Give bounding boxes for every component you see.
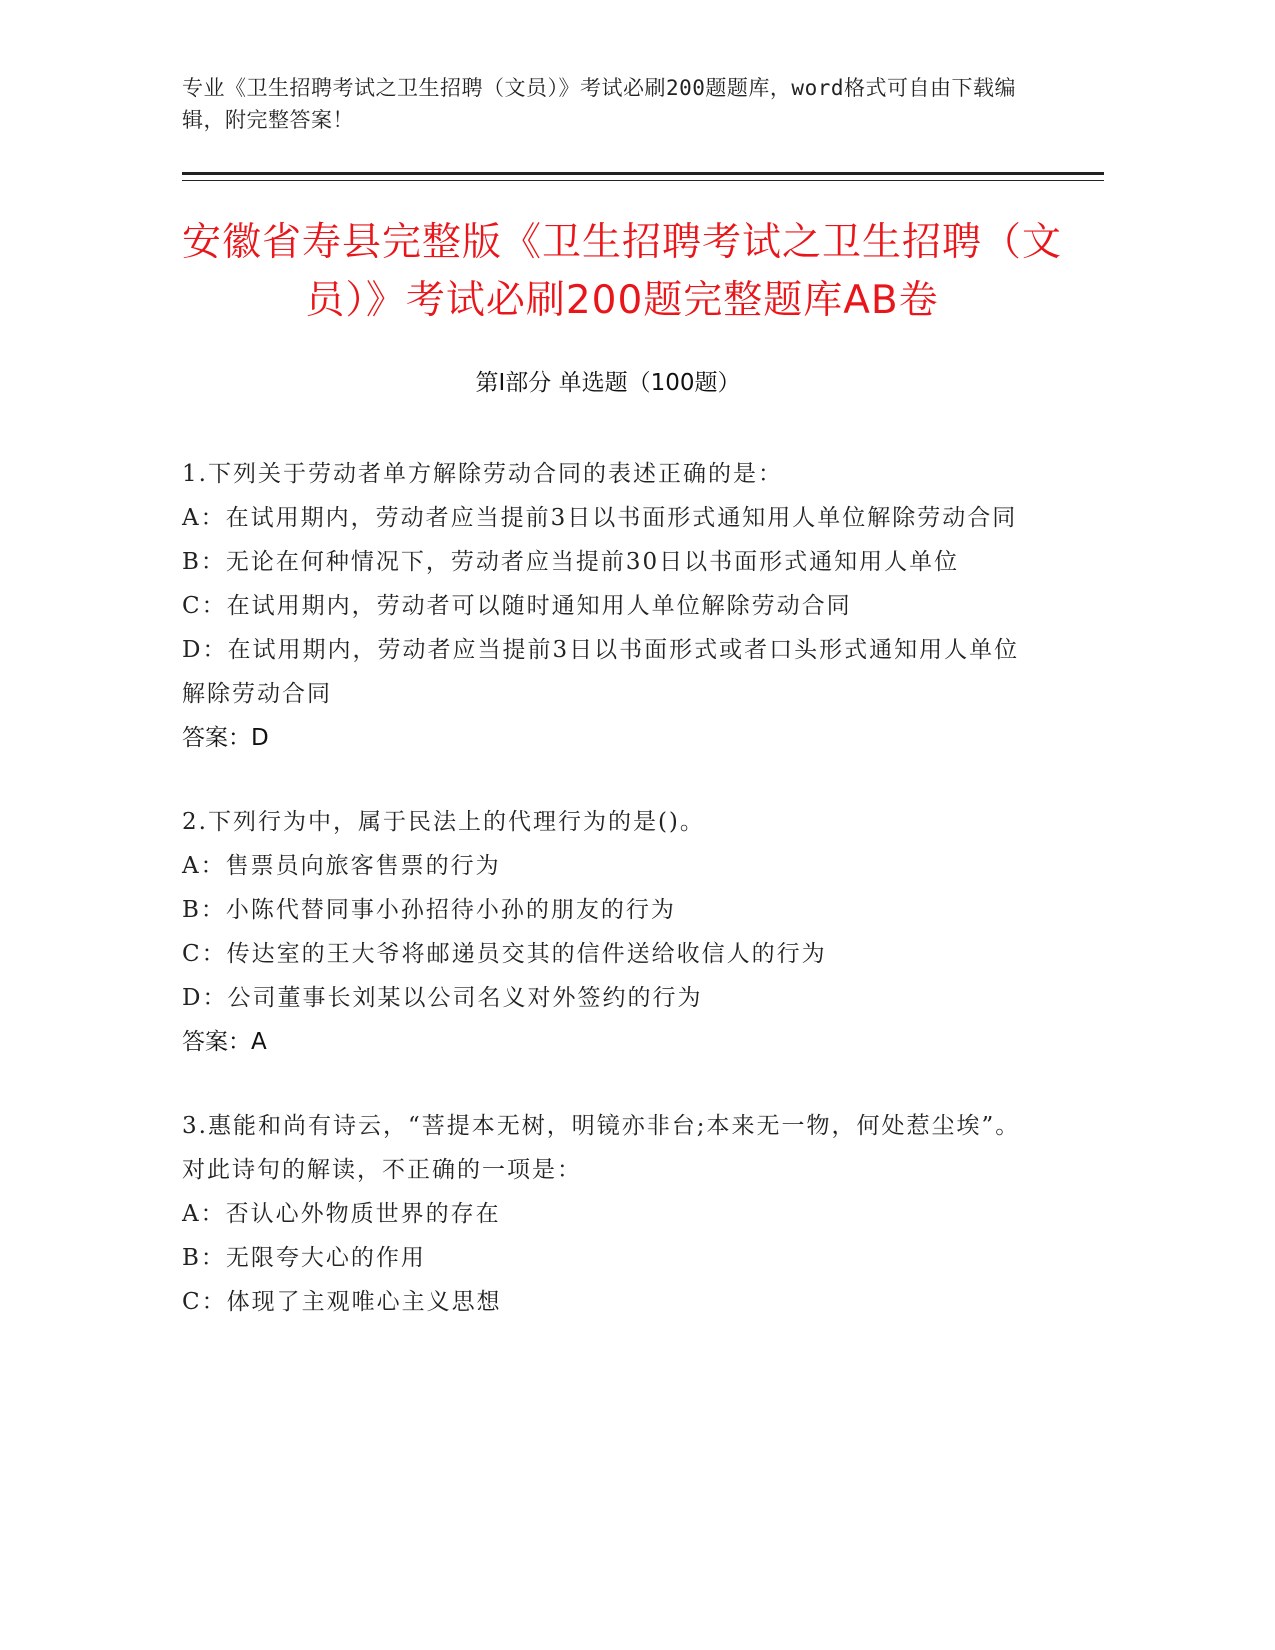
option-c: C：传达室的王大爷将邮递员交其的信件送给收信人的行为: [182, 941, 827, 967]
option-b: B：小陈代替同事小孙招待小孙的朋友的行为: [182, 897, 676, 923]
header-note: 专业《卫生招聘考试之卫生招聘（文员）》考试必刷200题题库，word格式可自由下载编辑，附完整答案！: [182, 76, 1016, 132]
option-d: D：在试用期内，劳动者应当提前3日以书面形式或者口头形式通知用人单位解除劳动合同: [182, 637, 1020, 707]
option-a: A：售票员向旅客售票的行为: [182, 853, 501, 879]
header-divider-thin: [182, 180, 1104, 181]
option-c: C：体现了主观唯心主义思想: [182, 1289, 502, 1315]
option-b: B：无限夸大心的作用: [182, 1245, 426, 1271]
document-title: 安徽省寿县完整版《卫生招聘考试之卫生招聘（文员）》考试必刷200题完整题库AB卷: [182, 220, 1063, 323]
question-stem: 3.惠能和尚有诗云，“菩提本无树，明镜亦非台;本来无一物，何处惹尘埃”。对此诗句的解读，不正确的一项是：: [182, 1113, 1021, 1183]
option-a: A：在试用期内，劳动者应当提前3日以书面形式通知用人单位解除劳动合同: [182, 505, 1018, 531]
option-d: D：公司董事长刘某以公司名义对外签约的行为: [182, 985, 703, 1011]
answer: 答案：A: [182, 1029, 267, 1055]
question-1: [182, 452, 1042, 760]
question-list: [182, 452, 1042, 1364]
question-3: [182, 1104, 1042, 1324]
header-divider-thick: [182, 172, 1104, 175]
question-stem: 1.下列关于劳动者单方解除劳动合同的表述正确的是：: [182, 461, 783, 487]
question-2: [182, 800, 1042, 1064]
section-heading: 第Ⅰ部分 单选题（100题）: [475, 370, 741, 396]
option-c: C：在试用期内，劳动者可以随时通知用人单位解除劳动合同: [182, 593, 852, 619]
question-stem: 2.下列行为中，属于民法上的代理行为的是()。: [182, 809, 705, 835]
option-b: B：无论在何种情况下，劳动者应当提前30日以书面形式通知用人单位: [182, 549, 960, 575]
answer: 答案：D: [182, 725, 269, 751]
option-a: A：否认心外物质世界的存在: [182, 1201, 501, 1227]
